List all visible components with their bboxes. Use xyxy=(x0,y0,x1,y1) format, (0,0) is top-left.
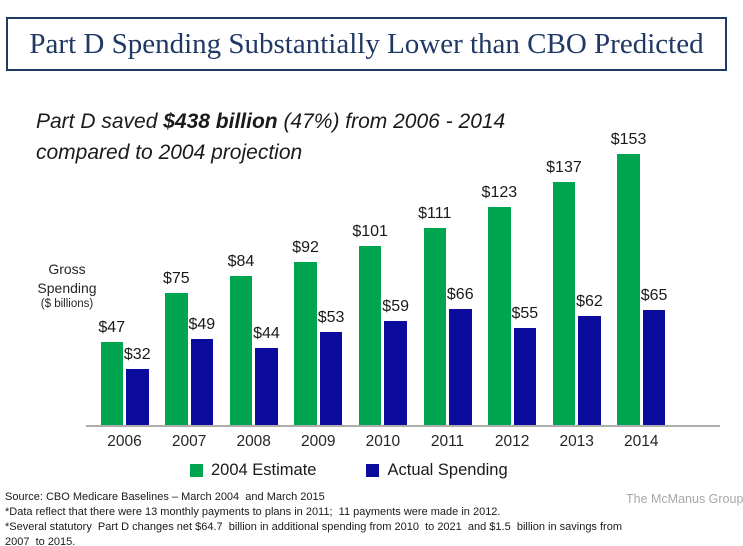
bar-actual-spending-2012 xyxy=(514,328,537,426)
y-axis-label-line1: Gross xyxy=(48,261,86,277)
bar-actual-spending-2006 xyxy=(126,369,149,426)
legend-swatch-icon xyxy=(366,464,379,477)
value-label-2004-estimate-2006: $47 xyxy=(98,319,126,337)
bar-actual-spending-2014 xyxy=(643,310,666,426)
footer-note-1: Source: CBO Medicare Baselines – March 2004 and March 2015 xyxy=(5,491,325,503)
legend-label: Actual Spending xyxy=(387,461,508,479)
bar-2004-estimate-2012 xyxy=(488,207,511,426)
x-tick-2008: 2008 xyxy=(236,433,271,450)
bar-2004-estimate-2014 xyxy=(617,154,640,426)
bar-2004-estimate-2007 xyxy=(165,293,188,427)
x-tick-2010: 2010 xyxy=(365,433,401,450)
bar-actual-spending-2011 xyxy=(449,309,472,426)
bar-actual-spending-2007 xyxy=(191,339,214,426)
value-label-actual-spending-2009: $53 xyxy=(317,308,345,326)
subtitle-line2: compared to 2004 projection xyxy=(36,141,303,164)
value-label-2004-estimate-2012: $123 xyxy=(481,184,518,202)
bar-2004-estimate-2008 xyxy=(230,276,253,426)
footer-note-2: *Data reflect that there were 13 monthly payments to plans in 2011; 11 payments were made in 2012. xyxy=(5,506,501,518)
value-label-actual-spending-2012: $55 xyxy=(511,305,539,323)
x-tick-2013: 2013 xyxy=(559,433,594,450)
value-label-actual-spending-2011: $66 xyxy=(446,285,474,303)
legend-item-actual-spending xyxy=(366,461,507,480)
x-tick-2011: 2011 xyxy=(430,433,465,450)
page-title: Part D Spending Substantially Lower than CBO Predicted xyxy=(29,27,704,60)
bar-2004-estimate-2009 xyxy=(294,262,317,426)
y-axis-units: ($ billions) xyxy=(40,298,94,310)
value-label-2004-estimate-2014: $153 xyxy=(610,130,647,148)
footer-notes xyxy=(5,490,645,546)
value-label-2004-estimate-2010: $101 xyxy=(352,223,388,241)
bar-actual-spending-2010 xyxy=(384,321,407,426)
x-tick-2012: 2012 xyxy=(494,433,530,450)
y-axis-label-line2: Spending xyxy=(37,280,97,296)
legend-item-2004-estimate xyxy=(190,461,316,480)
value-label-2004-estimate-2013: $137 xyxy=(546,159,582,177)
title-banner xyxy=(6,17,727,71)
x-axis-line xyxy=(86,425,720,427)
value-label-actual-spending-2006: $32 xyxy=(123,346,151,364)
x-tick-2007: 2007 xyxy=(171,433,207,450)
x-tick-2006: 2006 xyxy=(107,433,142,450)
bar-2004-estimate-2013 xyxy=(553,182,576,426)
value-label-2004-estimate-2009: $92 xyxy=(292,239,319,257)
y-axis-label xyxy=(22,260,112,311)
chart-legend xyxy=(190,461,508,480)
x-tick-2014: 2014 xyxy=(624,433,659,450)
legend-swatch-icon xyxy=(190,464,203,477)
value-label-2004-estimate-2008: $84 xyxy=(227,253,255,271)
x-tick-2009: 2009 xyxy=(301,433,336,450)
value-label-2004-estimate-2011: $111 xyxy=(418,205,452,223)
subtitle-savings-amount: $438 billion xyxy=(163,110,278,133)
value-label-actual-spending-2007: $49 xyxy=(188,315,216,333)
footer-note-3: *Several statutory Part D changes net $64.7 billion in additional spending from 2010 to 2021 and $1.5 billion in savings from 2007 to 2015. xyxy=(5,521,626,546)
bar-actual-spending-2013 xyxy=(578,316,601,426)
legend-label: 2004 Estimate xyxy=(211,461,317,479)
bar-2004-estimate-2010 xyxy=(359,246,382,426)
value-label-actual-spending-2014: $65 xyxy=(640,287,668,305)
value-label-actual-spending-2013: $62 xyxy=(576,292,603,310)
subtitle-prefix: Part D saved xyxy=(36,110,164,133)
bar-2004-estimate-2006 xyxy=(101,342,124,426)
bar-2004-estimate-2011 xyxy=(424,228,447,426)
brand-text: The McManus Group xyxy=(626,492,743,506)
subtitle-suffix: (47%) from 2006 - 2014 xyxy=(277,110,506,133)
value-label-actual-spending-2010: $59 xyxy=(382,297,409,315)
value-label-actual-spending-2008: $44 xyxy=(253,324,280,342)
subtitle xyxy=(36,106,616,168)
bar-actual-spending-2008 xyxy=(255,348,278,426)
value-label-2004-estimate-2007: $75 xyxy=(162,269,190,287)
bar-actual-spending-2009 xyxy=(320,332,343,426)
